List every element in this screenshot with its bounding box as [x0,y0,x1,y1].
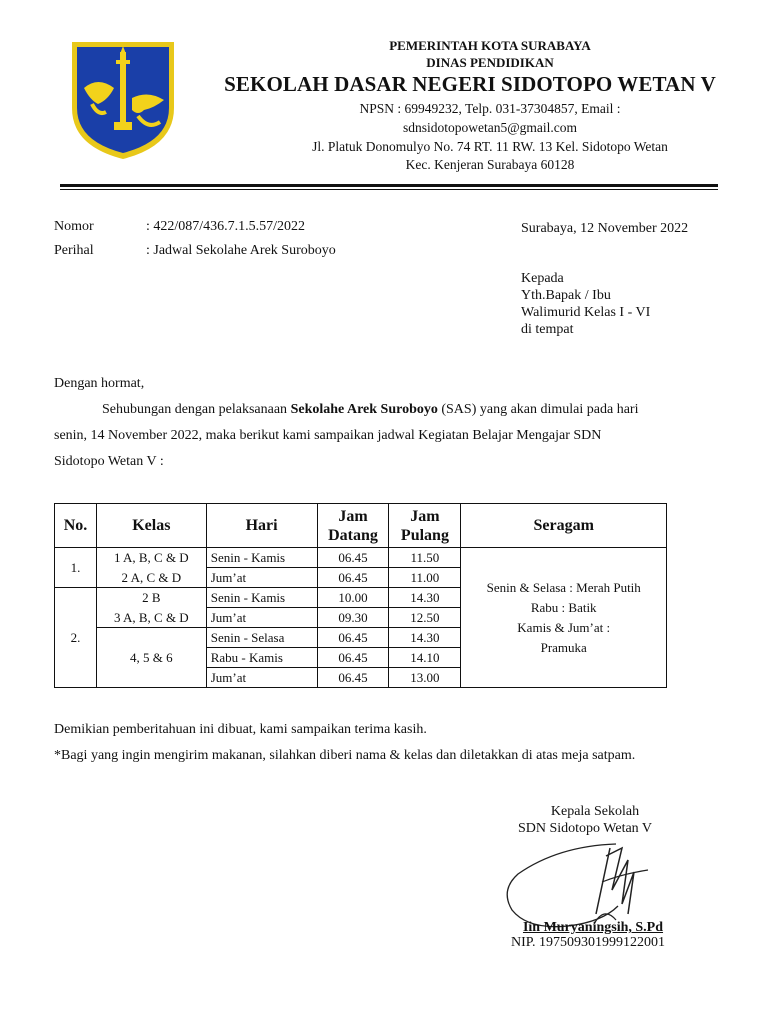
row-datang: 06.45 [317,568,389,588]
row-hari: Jum’at [206,608,317,628]
row-hari: Rabu - Kamis [206,648,317,668]
district-line: Kec. Kenjeran Surabaya 60128 [405,157,575,172]
row-hari: Senin - Kamis [206,588,317,608]
row-kelas: 1 A, B, C & D [96,548,206,568]
row-datang: 06.45 [317,648,389,668]
row-hari: Jum’at [206,668,317,688]
seragam-line-4: Pramuka [540,639,587,655]
gov-title: PEMERINTAH KOTA SURABAYA [389,38,591,53]
signatory-name: Iin Muryaningsih, S.Pd [522,920,664,935]
schedule-table [54,503,667,688]
row-kelas: 2 A, C & D [96,568,206,588]
row-datang: 06.45 [317,628,389,648]
city-emblem-logo [68,38,178,162]
signature-title-2: SDN Sidotopo Wetan V [517,821,653,836]
email-line: sdnsidotopowetan5@gmail.com [402,120,578,135]
row-kelas: 2 B [96,588,206,608]
perihal-value: : Jadwal Sekolahe Arek Suroboyo [146,243,336,258]
row-hari: Senin - Kamis [206,548,317,568]
seragam-cell [461,548,667,688]
program-name: Sekolahe Arek Suroboyo [290,402,438,417]
row-pulang: 14.10 [389,648,461,668]
row-pulang: 11.00 [389,568,461,588]
row-hari: Jum’at [206,568,317,588]
signatory-nip: NIP. 197509301999122001 [510,935,665,950]
greeting: Dengan hormat, [54,376,145,391]
row-datang: 10.00 [317,588,389,608]
school-name: SEKOLAH DASAR NEGERI SIDOTOPO WETAN V [224,72,716,96]
body-paragraph-line-1: Sehubungan dengan pelaksanaan Sekolahe Arek Suroboyo (SAS) yang akan dimulai pada hari [102,402,639,417]
row-hari: Senin - Selasa [206,628,317,648]
row-kelas: 3 A, B, C & D [96,608,206,628]
header-no: No. [55,504,97,548]
body-paragraph-line-2: senin, 14 November 2022, maka berikut kami sampaikan jadwal Kegiatan Belajar Mengajar SDN [54,428,602,443]
recipient-line-1: Kepada [521,271,564,286]
contact-line: NPSN : 69949232, Telp. 031-37304857, Email : [359,101,621,116]
row-pulang: 11.50 [389,548,461,568]
table-header-row [55,504,667,548]
seragam-line-1: Senin & Selasa : Merah Putih [486,579,641,595]
recipient-line-3: Walimurid Kelas I - VI [521,305,651,320]
signature-title-1: Kepala Sekolah [550,804,640,819]
header-kelas: Kelas [96,504,206,548]
row-datang: 09.30 [317,608,389,628]
header-jam-pulang: Jam Pulang [389,504,461,548]
header-divider-thick [60,184,718,187]
recipient-line-2: Yth.Bapak / Ibu [521,288,611,303]
header-divider-thin [60,189,718,190]
nomor-label: Nomor [54,219,94,234]
row-pulang: 13.00 [389,668,461,688]
row-pulang: 14.30 [389,628,461,648]
row-pulang: 12.50 [389,608,461,628]
recipient-line-4: di tempat [521,322,574,337]
row-no: 2. [55,588,97,688]
table-row [55,548,667,568]
closing-line-2: *Bagi yang ingin mengirim makanan, silahkan diberi nama & kelas dan diletakkan di atas meja satpam. [54,748,636,763]
seragam-line-2: Rabu : Batik [530,599,597,615]
department-title: DINAS PENDIDIKAN [426,55,554,70]
letter-date: Surabaya, 12 November 2022 [521,221,689,236]
row-no: 1. [55,548,97,588]
closing-line-1: Demikian pemberitahuan ini dibuat, kami sampaikan terima kasih. [54,722,427,737]
body-paragraph-line-3: Sidotopo Wetan V : [54,454,164,469]
row-datang: 06.45 [317,548,389,568]
perihal-label: Perihal [54,243,94,258]
nomor-value: : 422/087/436.7.1.5.57/2022 [146,219,306,234]
header-seragam: Seragam [461,504,667,548]
row-pulang: 14.30 [389,588,461,608]
row-datang: 06.45 [317,668,389,688]
row-kelas: 4, 5 & 6 [96,628,206,688]
address-line: Jl. Platuk Donomulyo No. 74 RT. 11 RW. 13 Kel. Sidotopo Wetan [312,139,668,154]
header-hari: Hari [206,504,317,548]
seragam-line-3: Kamis & Jum’at : [517,619,611,635]
header-jam-datang: Jam Datang [317,504,389,548]
